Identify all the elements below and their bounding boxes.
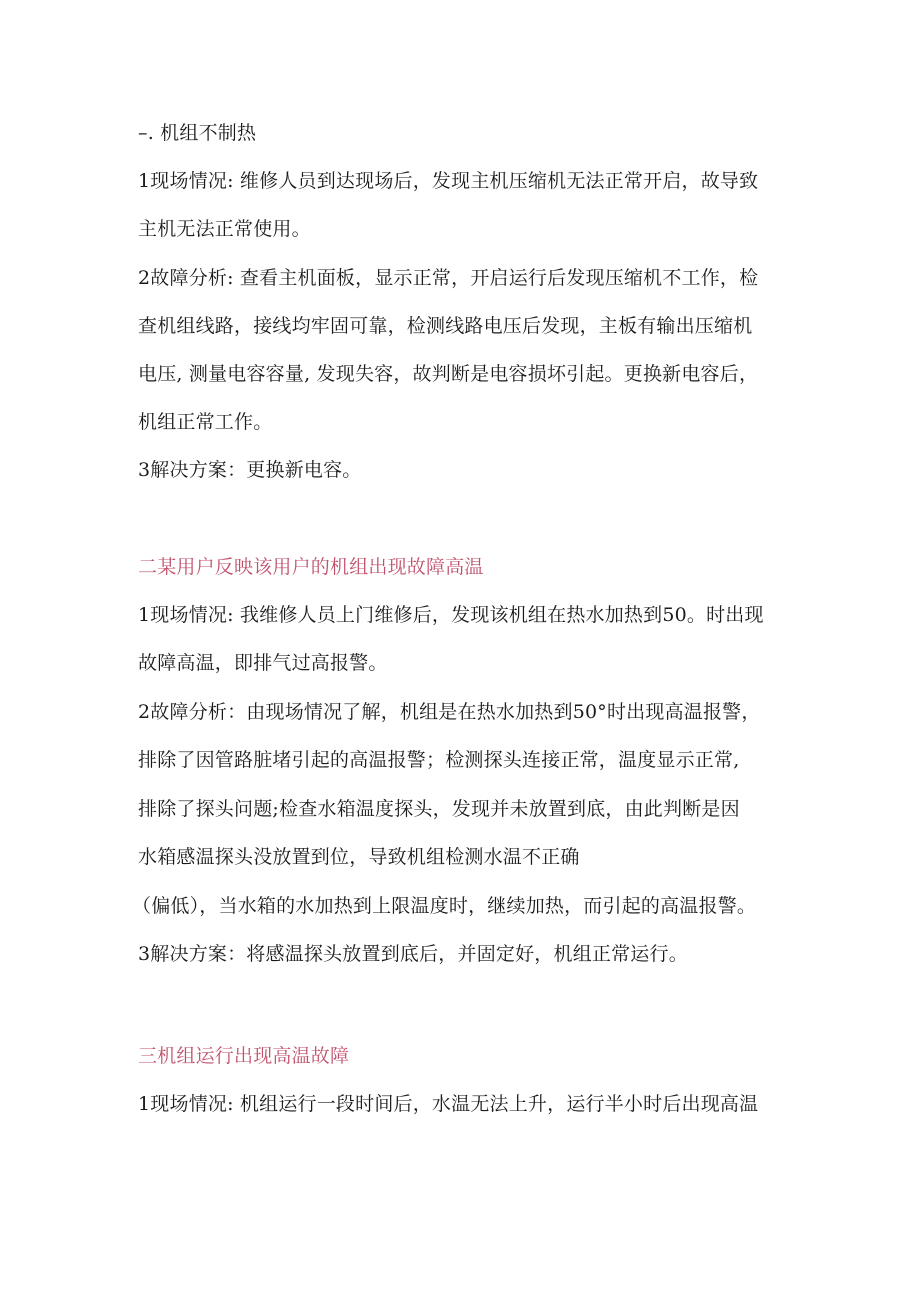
section-3-heading: 三机组运行出现高温故障: [138, 1045, 350, 1067]
section-2-analysis-line-4: 水箱感温探头没放置到位，导致机组检测水温不正确: [138, 846, 580, 868]
section-1-solution: 3解决方案：更换新电容。: [138, 459, 362, 481]
section-1-analysis-line-2: 查机组线路，接线均牢固可靠，检测线路电压后发现，主板有输出压缩机: [138, 315, 753, 337]
section-1-situation-line-1: 1现场情况: 维修人员到达现场后，发现主机压缩机无法正常开启，故导致: [138, 170, 759, 192]
section-2-situation-line-2: 故障高温，即排气过高报警。: [138, 652, 388, 674]
section-2-situation-line-1: 1现场情况: 我维修人员上门维修后，发现该机组在热水加热到50。时出现: [138, 604, 764, 626]
section-2-analysis-line-1: 2故障分析：由现场情况了解，机组是在热水加热到50°时出现高温报警，: [138, 701, 761, 723]
section-1-situation-line-2: 主机无法正常使用。: [138, 218, 311, 240]
section-1-analysis-line-1: 2故障分析: 查看主机面板，显示正常，开启运行后发现压缩机不工作，检: [138, 267, 759, 289]
section-3-situation-line-1: 1现场情况: 机组运行一段时间后，水温无法上升，运行半小时后出现高温: [138, 1093, 759, 1115]
section-2-solution: 3解决方案：将感温探头放置到底后，并固定好，机组正常运行。: [138, 943, 688, 965]
section-1-analysis-line-4: 机组正常工作。: [138, 411, 273, 433]
section-1-analysis-line-3: 电压, 测量电容容量, 发现失容，故判断是电容损坏引起。更换新电容后，: [138, 363, 759, 385]
section-2-analysis-line-2: 排除了因管路脏堵引起的高温报警；检测探头连接正常，温度显示正常,: [138, 749, 740, 771]
section-2-analysis-line-5: （偏低），当水箱的水加热到上限温度时，继续加热，而引起的高温报警。: [132, 895, 757, 917]
section-2-heading: 二某用户反映该用户的机组出现故障高温: [138, 556, 484, 578]
section-2-analysis-line-3: 排除了探头问题;检查水箱温度探头，发现并未放置到底，由此判断是因: [138, 798, 740, 820]
section-1-heading: –. 机组不制热: [138, 122, 257, 144]
